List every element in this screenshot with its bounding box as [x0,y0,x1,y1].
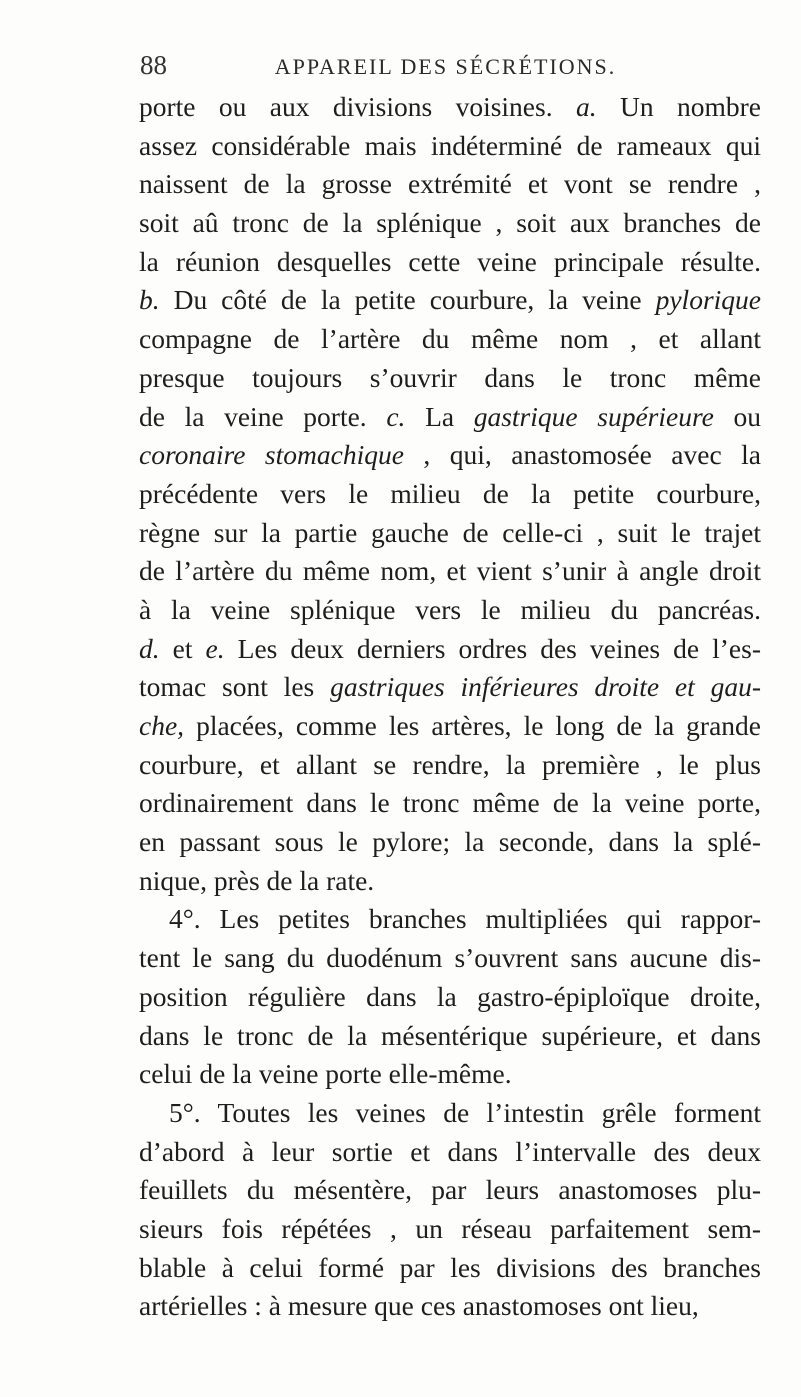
text-line [139,398,761,437]
text-line [139,1287,761,1326]
text-line [139,823,761,862]
italic-run: e. [205,632,225,664]
text-line [139,707,761,746]
italic-run: b. [139,284,160,316]
text-run: Du côté de la petite courbure, la veine [159,284,656,316]
text-run: dans le tronc de la mésentérique supérieure, et dans [139,1019,761,1051]
text-line [139,552,761,591]
text-line [139,1249,761,1288]
text-run: presque toujours s’ouvrir dans le tronc même [139,361,761,393]
text-run: Les deux derniers ordres des veines de l’es- [224,632,761,664]
text-line [139,939,761,978]
italic-run: d. [139,632,160,664]
text-line [139,978,761,1017]
text-line [139,784,761,823]
text-line [139,127,761,166]
text-line [139,630,761,669]
body-text [139,88,761,1326]
text-run: celui de la veine porte elle-même. [139,1058,512,1090]
text-run: d’abord à leur sortie et dans l’intervalle des deux [139,1135,761,1167]
text-line [139,165,761,204]
text-run: tent le sang du duodénum s’ouvrent sans aucune dis- [139,942,761,974]
page-number: 88 [140,50,167,80]
text-run: La [405,400,474,432]
text-line [139,475,761,514]
text-run: en passant sous le pylore; la seconde, dans la splé- [139,826,761,858]
running-head [140,50,751,86]
text-line [139,1055,761,1094]
text-run: règne sur la partie gauche de celle-ci , suit le trajet [139,516,761,548]
text-run: compagne de l’artère du même nom , et allant [139,323,761,355]
text-run: blable à celui formé par les divisions des branches [139,1251,761,1283]
text-line [139,204,761,243]
italic-run: gastrique supérieure [473,400,714,432]
text-run: assez considérable mais indéterminé de rameaux qui [139,129,761,161]
text-line [139,668,761,707]
text-run: ordinairement dans le tronc même de la veine porte, [139,787,761,819]
text-run: la réunion desquelles cette veine principale résulte. [139,245,761,277]
text-line [139,1094,761,1133]
text-run: feuillets du mésentère, par leurs anastomoses plu- [139,1174,761,1206]
text-line [139,243,761,282]
text-run: 5°. Toutes les veines de l’intestin grêle forment [169,1096,761,1128]
text-line [139,514,761,553]
text-line [139,746,761,785]
text-run: naissent de la grosse extrémité et vont se rendre , [139,168,761,200]
text-line [139,1133,761,1172]
italic-run: coronaire stomachique [139,439,404,471]
text-run: soit aû tronc de la splénique , soit aux branches de [139,207,761,239]
text-line [139,88,761,127]
text-run: de l’artère du même nom, et vient s’unir à angle droit [139,555,761,587]
italic-run: che, [139,710,185,741]
text-run: nique, près de la rate. [139,864,375,896]
text-run: de la veine porte. [139,400,387,432]
italic-run: pylorique [655,284,761,316]
text-run: 4°. Les petites branches multipliées qui rappor- [169,903,761,935]
text-run: ou [713,400,762,432]
text-run: porte ou aux divisions voisines. [139,91,576,122]
running-title: APPAREIL DES SÉCRÉTIONS. [274,54,617,79]
text-line [139,862,761,901]
text-run: à la veine splénique vers le milieu du pancréas. [139,593,761,625]
text-line [139,1210,761,1249]
text-run: placées, comme les artères, le long de la grande [184,710,761,741]
italic-run: a. [575,91,597,122]
text-line [139,281,761,320]
text-run: et [159,632,206,664]
text-run: courbure, et allant se rendre, la première , le plus [139,748,761,780]
text-line [139,591,761,630]
text-line [139,1017,761,1056]
text-run: , qui, anastomosée avec la [403,439,761,471]
text-line [139,320,761,359]
italic-run: gastriques inférieures droite et gau- [330,671,761,703]
text-run: artérielles : à mesure que ces anastomoses ont lieu, [139,1290,699,1322]
text-line [139,900,761,939]
text-run: position régulière dans la gastro-épiploïque droite, [139,980,761,1012]
italic-run: c. [386,400,406,432]
text-line [139,436,761,475]
text-run: sieurs fois répétées , un réseau parfaitement sem- [139,1212,761,1244]
text-run: précédente vers le milieu de la petite courbure, [139,477,761,509]
text-run: tomac sont les [139,671,331,703]
text-line [139,1171,761,1210]
text-run: Un nombre [596,91,761,122]
text-line [139,359,761,398]
